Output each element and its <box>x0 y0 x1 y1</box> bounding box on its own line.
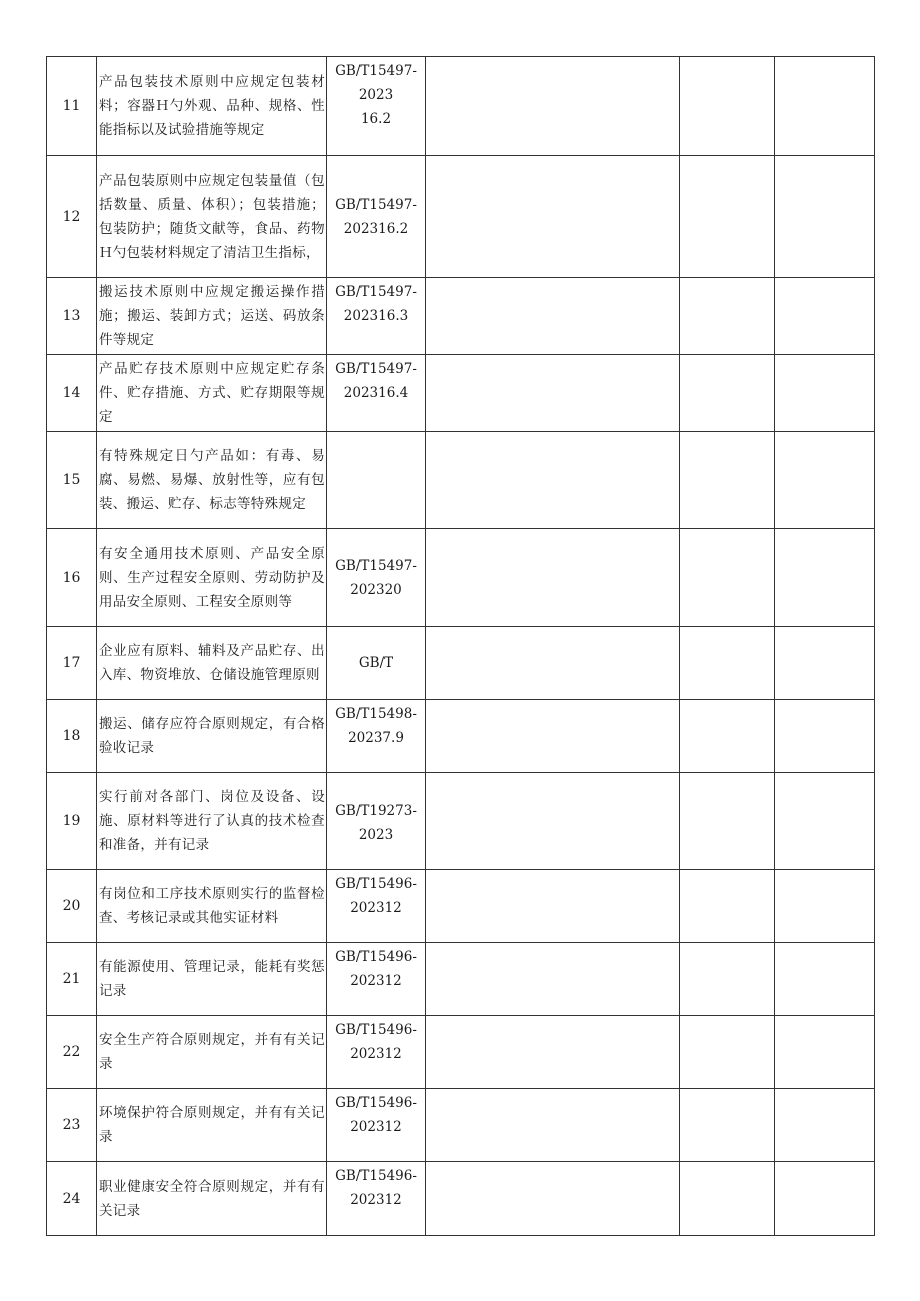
requirement-cell: 安全生产符合原则规定，并有有关记录 <box>97 1016 327 1089</box>
table-row <box>47 57 875 156</box>
remark-cell <box>775 156 875 278</box>
row-number: 23 <box>47 1089 97 1162</box>
check-result-cell <box>426 870 680 943</box>
table-row <box>47 355 875 432</box>
standard-cell <box>327 156 426 278</box>
table-row <box>47 529 875 627</box>
remark-cell <box>775 870 875 943</box>
row-number: 18 <box>47 700 97 773</box>
standard-cell <box>327 943 426 1016</box>
row-number: 12 <box>47 156 97 278</box>
standard-cell <box>327 773 426 870</box>
check-result-cell <box>426 1162 680 1236</box>
requirement-cell: 搬运、储存应符合原则规定，有合格验收记录 <box>97 700 327 773</box>
table-row <box>47 943 875 1016</box>
row-number: 21 <box>47 943 97 1016</box>
requirement-cell: 产品包装技术原则中应规定包装材料；容器Ｈ勺外观、品种、规格、性能指标以及试验措施等规定 <box>97 57 327 156</box>
standard-cell <box>327 278 426 355</box>
check-result-cell <box>426 57 680 156</box>
score-cell <box>680 1162 775 1236</box>
requirement-cell: 企业应有原料、辅料及产品贮存、出入库、物资堆放、仓储设施管理原则 <box>97 627 327 700</box>
standard-text: GB/T15497- 202320 <box>335 557 417 598</box>
table-row <box>47 432 875 529</box>
table-row <box>47 870 875 943</box>
standard-text: GB/T15496- 202312 <box>335 876 417 916</box>
standard-cell <box>327 1162 426 1236</box>
standard-cell <box>327 529 426 627</box>
remark-cell <box>775 278 875 355</box>
standard-cell <box>327 627 426 700</box>
table-row <box>47 1016 875 1089</box>
score-cell <box>680 773 775 870</box>
remark-cell <box>775 355 875 432</box>
requirement-cell: 搬运技术原则中应规定搬运操作措施；搬运、装卸方式；运送、码放条件等规定 <box>97 278 327 355</box>
remark-cell <box>775 57 875 156</box>
remark-cell <box>775 1162 875 1236</box>
standard-text: GB/T15497- 202316.3 <box>335 284 417 324</box>
row-number: 22 <box>47 1016 97 1089</box>
check-result-cell <box>426 355 680 432</box>
remark-cell <box>775 1016 875 1089</box>
row-number: 14 <box>47 355 97 432</box>
score-cell <box>680 156 775 278</box>
row-number: 17 <box>47 627 97 700</box>
score-cell <box>680 278 775 355</box>
check-result-cell <box>426 156 680 278</box>
score-cell <box>680 1016 775 1089</box>
score-cell <box>680 870 775 943</box>
table-row <box>47 1162 875 1236</box>
standard-text: GB/T15497- 202316.4 <box>335 361 417 401</box>
standard-text: GB/T19273- 2023 <box>335 803 417 843</box>
check-result-cell <box>426 278 680 355</box>
score-cell <box>680 529 775 627</box>
table-row <box>47 700 875 773</box>
score-cell <box>680 355 775 432</box>
remark-cell <box>775 943 875 1016</box>
table-row <box>47 156 875 278</box>
checklist-table <box>46 56 875 1236</box>
standard-cell <box>327 355 426 432</box>
standard-text: GB/T15497- 2023 16.2 <box>335 63 417 127</box>
requirement-cell: 职业健康安全符合原则规定，并有有关记录 <box>97 1162 327 1236</box>
remark-cell <box>775 627 875 700</box>
check-result-cell <box>426 1016 680 1089</box>
table-row <box>47 773 875 870</box>
score-cell <box>680 943 775 1016</box>
standard-cell <box>327 700 426 773</box>
standard-cell <box>327 432 426 529</box>
standard-cell <box>327 870 426 943</box>
score-cell <box>680 1089 775 1162</box>
score-cell <box>680 700 775 773</box>
check-result-cell <box>426 1089 680 1162</box>
row-number: 19 <box>47 773 97 870</box>
table-row <box>47 1089 875 1162</box>
requirement-cell: 有岗位和工序技术原则实行的监督检查、考核记录或其他实证材料 <box>97 870 327 943</box>
row-number: 13 <box>47 278 97 355</box>
requirement-cell: 产品贮存技术原则中应规定贮存条件、贮存措施、方式、贮存期限等规定 <box>97 355 327 432</box>
row-number: 15 <box>47 432 97 529</box>
requirement-cell: 环境保护符合原则规定，并有有关记录 <box>97 1089 327 1162</box>
requirement-cell: 有特殊规定日勺产品如：有毒、易腐、易燃、易爆、放射性等，应有包装、搬运、贮存、标志等特殊规定 <box>97 432 327 529</box>
standard-cell <box>327 1016 426 1089</box>
score-cell <box>680 432 775 529</box>
score-cell <box>680 627 775 700</box>
check-result-cell <box>426 700 680 773</box>
table-row <box>47 278 875 355</box>
standard-text: GB/T15496- 202312 <box>335 1095 417 1135</box>
requirement-cell: 有安全通用技术原则、产品安全原则、生产过程安全原则、劳动防护及用品安全原则、工程安全原则等 <box>97 529 327 627</box>
standard-text: GB/T15496- 202312 <box>335 1022 417 1062</box>
standard-text: GB/T15496- 202312 <box>335 1168 417 1208</box>
remark-cell <box>775 1089 875 1162</box>
row-number: 24 <box>47 1162 97 1236</box>
check-result-cell <box>426 773 680 870</box>
score-cell <box>680 57 775 156</box>
row-number: 20 <box>47 870 97 943</box>
check-result-cell <box>426 627 680 700</box>
row-number: 16 <box>47 529 97 627</box>
remark-cell <box>775 700 875 773</box>
remark-cell <box>775 773 875 870</box>
requirement-cell: 实行前对各部门、岗位及设备、设施、原材料等进行了认真的技术检查和准备，并有记录 <box>97 773 327 870</box>
standard-text: GB/T15496- 202312 <box>335 949 417 989</box>
remark-cell <box>775 432 875 529</box>
check-result-cell <box>426 432 680 529</box>
standard-text: GB/T <box>358 655 394 671</box>
standard-cell <box>327 57 426 156</box>
check-result-cell <box>426 529 680 627</box>
row-number: 11 <box>47 57 97 156</box>
standard-cell <box>327 1089 426 1162</box>
remark-cell <box>775 529 875 627</box>
requirement-cell: 有能源使用、管理记录，能耗有奖惩记录 <box>97 943 327 1016</box>
check-result-cell <box>426 943 680 1016</box>
requirement-cell: 产品包装原则中应规定包装量值（包括数量、质量、体积）；包装措施；包装防护；随货文献等，食品、药物Ｈ勺包装材料规定了清洁卫生指标， <box>97 156 327 278</box>
standard-text: GB/T15497- 202316.2 <box>335 196 417 237</box>
standard-text: GB/T15498- 20237.9 <box>335 706 417 746</box>
table-row <box>47 627 875 700</box>
